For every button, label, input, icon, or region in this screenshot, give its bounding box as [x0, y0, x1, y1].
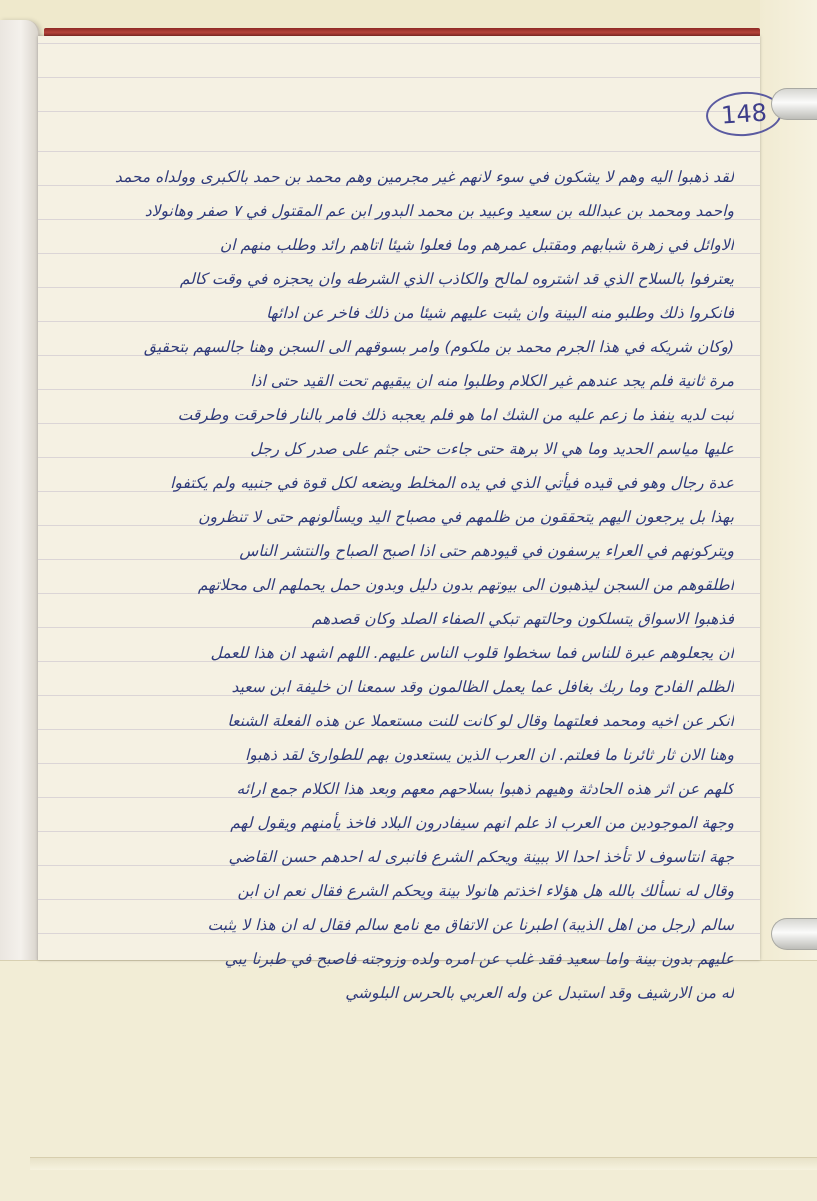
text-line: فذهبوا الاسواق يتسلكون وحالتهم تبكي الصفاء الصلد وكان قصدهم	[311, 610, 734, 628]
text-line: جهة انتاسوف لا تأخذ احدا الا ببينة ويحكم الشرع فانبرى له احدهم حسن القاضي	[228, 848, 734, 866]
text-line: الظلم الفادح وما ربك بغافل عما يعمل الظالمون وقد سمعنا ان خليفة ابن سعيد	[231, 678, 734, 696]
text-line: ثبت لديه ينفذ ما زعم عليه من الشك اما هو فلم يعجبه ذلك فامر بالنار فاحرقت وطرقت	[177, 406, 734, 424]
text-line: مرة ثانية فلم يجد عندهم غير الكلام وطلبوا منه ان يبقيهم تحت القيد حتى اذا	[250, 372, 734, 390]
text-line: عليهم بدون بينة واما سعيد فقد غلب عن امره ولده وزوجته فاصبح في طبرنا يبي	[224, 950, 734, 968]
text-line: لقد ذهبوا اليه وهم لا يشكون في سوء لانهم غير مجرمين وهم محمد بن حمد بالكبرى وولداه محمد	[114, 168, 734, 186]
text-line: وقال له نسألك بالله هل هؤلاء اخذتم هانولا بينة ويحكم الشرع فقال نعم ان ابن	[237, 882, 734, 900]
text-line: الاوائل في زهرة شبابهم ومقتبل عمرهم وما فعلوا شيئا اتاهم رائد وطلب منهم ان	[219, 236, 734, 254]
binder-clip-bottom	[771, 918, 817, 950]
binder-clip-top	[771, 88, 817, 120]
sheet-edge	[30, 1157, 817, 1170]
text-line: عليها مياسم الحديد وما هي الا برهة حتى جاءت حتى جثم على صدر كل رجل	[250, 440, 734, 458]
handwritten-text	[100, 160, 734, 1010]
text-line: ان يجعلوهم عبرة للناس فما سخطوا قلوب الناس عليهم. اللهم اشهد ان هذا للعمل	[210, 644, 734, 662]
folio-number: 148	[705, 89, 784, 138]
text-line: فانكروا ذلك وطلبو منه البينة وان يثبت عليهم شيئا من ذلك فاخر عن ادائها	[266, 304, 734, 322]
text-line: وهنا الان ثار ثائرنا ما فعلتم. ان العرب الذين يستعدون بهم للطوارئ لقد ذهبوا	[244, 746, 734, 764]
text-line: له من الارشيف وقد استبدل عن وله العربي بالحرس البلوشي	[345, 984, 734, 1002]
text-line: (وكان شريكه في هذا الجرم محمد بن ملكوم) وامر بسوقهم الى السجن وهنا جالسهم بتحقيق	[143, 338, 734, 356]
text-line: ويتركونهم في العراء يرسفون في قيودهم حتى اذا اصبح الصباح والنتشر الناس	[239, 542, 734, 560]
text-line: بهذا بل يرجعون اليهم يتحققون من ظلمهم في مصباح اليد ويسألونهم حتى لا تنظرون	[198, 508, 734, 526]
manuscript-page	[38, 36, 768, 1002]
text-line: كلهم عن اثر هذه الحادثة وهيهم ذهبوا بسلاحهم معهم وبعد هذا الكلام جمع ارائه	[236, 780, 734, 798]
text-line: سالم (رجل من اهل الذيبة) اطبرنا عن الاتفاق مع نامع سالم فقال له ان هذا لا يثبت	[207, 916, 734, 934]
text-line: يعترفوا بالسلاح الذي قد اشتروه لمالح والكاذب الذي الشرطه وان يحجزه في وقت كالم	[179, 270, 734, 288]
text-line: واحمد ومحمد بن عبدالله بن سعيد وعبيد بن محمد البدور ابن عم المقتول في ٧ صفر وهانولاد	[144, 202, 734, 220]
text-line: عدة رجال وهو في قيده فيأتي الذي في يده المخلط ويضعه لكل قوة في جنبيه ولم يكتفوا	[170, 474, 734, 492]
text-line: وجهة الموجودين من العرب اذ علم انهم سيفادرون البلاد فاخذ يأمنهم ويقول لهم	[230, 814, 734, 832]
binder-spine	[0, 20, 40, 970]
text-line: اطلقوهم من السجن ليذهبون الى بيوتهم بدون دليل وبدون حمل يحملهم الى محلاتهم	[197, 576, 734, 594]
text-line: انكر عن اخيه ومحمد فعلتهما وقال لو كانت للنت مستعملا عن هذه الفعلة الشنعا	[227, 712, 734, 730]
